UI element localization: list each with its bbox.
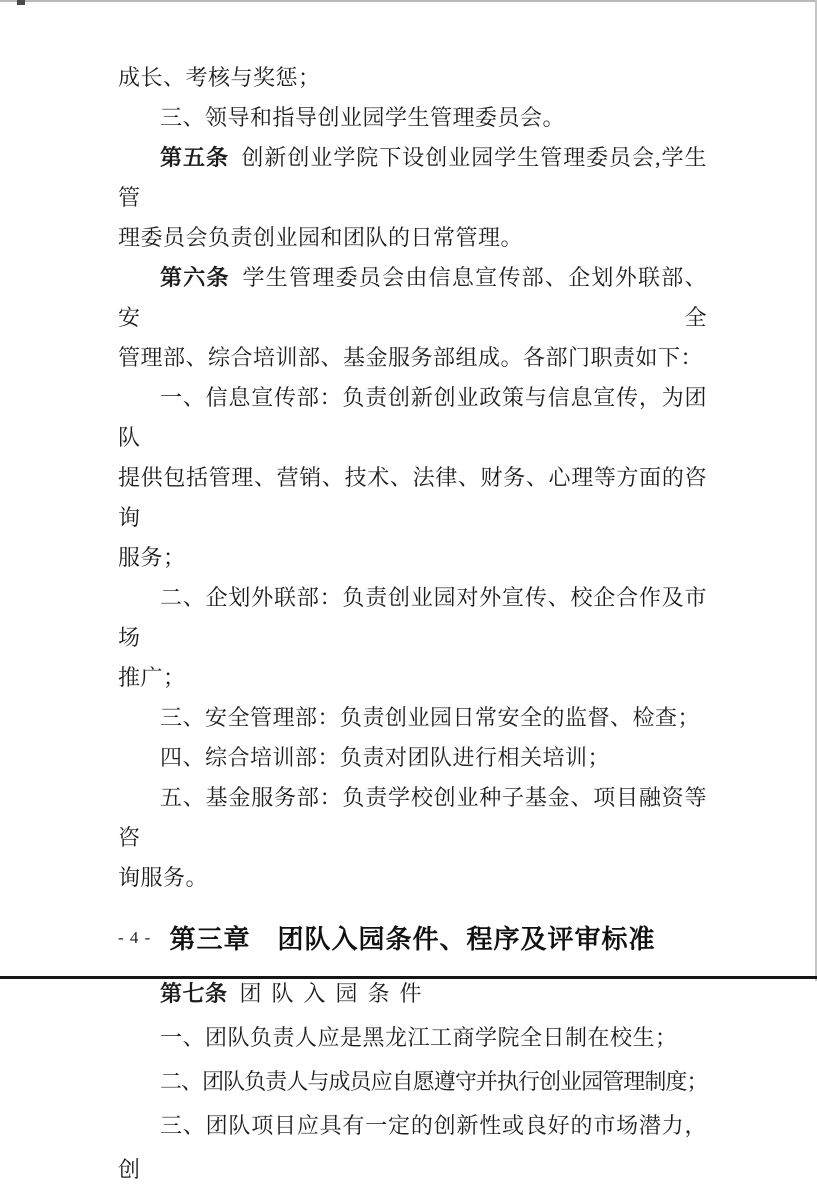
- scan-edge-top: [0, 0, 817, 2]
- line-text: 五、基金服务部：负责学校创业种子基金、项目融资等咨: [118, 785, 707, 850]
- article-number: 第六条: [160, 265, 230, 290]
- chapter-heading: [118, 920, 707, 958]
- line-text: 推广；: [118, 665, 186, 690]
- line-text: 三、团队项目应具有一定的创新性或良好的市场潜力，创: [118, 1113, 707, 1182]
- text-line: [118, 698, 707, 738]
- text-line: [118, 538, 707, 578]
- text-line: [118, 972, 707, 1016]
- line-text: 学生管理委员会由信息宣传部、企划外联部、安全: [118, 265, 707, 330]
- text-line: [118, 98, 707, 138]
- text-line: [118, 58, 707, 98]
- text-line: [118, 658, 707, 698]
- line-text: 四、综合培训部：负责对团队进行相关培训；: [160, 745, 611, 770]
- article-number: 第五条: [160, 145, 229, 170]
- text-line: [118, 1060, 707, 1104]
- line-text: 一、信息宣传部：负责创新创业政策与信息宣传，为团队: [118, 385, 707, 450]
- line-text: 理委员会负责创业园和团队的日常管理。: [118, 225, 524, 250]
- text-line: [118, 1016, 707, 1060]
- line-text: 二、企划外联部：负责创业园对外宣传、校企合作及市场: [118, 585, 707, 650]
- line-text: 询服务。: [118, 865, 209, 890]
- line-text: 成长、考核与奖惩；: [118, 65, 321, 90]
- text-line: [118, 778, 707, 858]
- text-line: [118, 218, 707, 258]
- text-line: [118, 578, 707, 658]
- line-text: 一、团队负责人应是黑龙江工商学院全日制在校生；: [160, 1025, 678, 1050]
- text-line: [118, 458, 707, 538]
- line-text: 第三章 团队入园条件、程序及评审标准: [169, 924, 656, 954]
- text-line: [118, 858, 707, 898]
- article-number: 第七条: [160, 981, 228, 1006]
- text-line: [118, 378, 707, 458]
- document-body: [118, 58, 707, 1192]
- text-line: [118, 258, 707, 338]
- line-text: 三、领导和指导创业园学生管理委员会。: [160, 105, 566, 130]
- line-text: 提供包括管理、营销、技术、法律、财务、心理等方面的咨询: [118, 465, 707, 530]
- text-line: [118, 1104, 707, 1192]
- line-text: 三、安全管理部：负责创业园日常安全的监督、检查；: [160, 705, 701, 730]
- line-text: 管理部、综合培训部、基金服务部组成。各部门职责如下：: [118, 345, 704, 370]
- line-text: 服务；: [118, 545, 186, 570]
- text-line: [118, 338, 707, 378]
- line-text: 二、团队负责人与成员应自愿遵守并执行创业园管理制度；: [160, 1069, 707, 1094]
- text-line: [118, 138, 707, 218]
- text-line: [118, 738, 707, 778]
- line-text: 团队入园条件: [239, 981, 432, 1006]
- page-number: - 4 -: [118, 928, 152, 947]
- scan-corner-artifact: [17, 0, 25, 5]
- line-text: 创新创业学院下设创业园学生管理委员会,学生管: [118, 145, 707, 210]
